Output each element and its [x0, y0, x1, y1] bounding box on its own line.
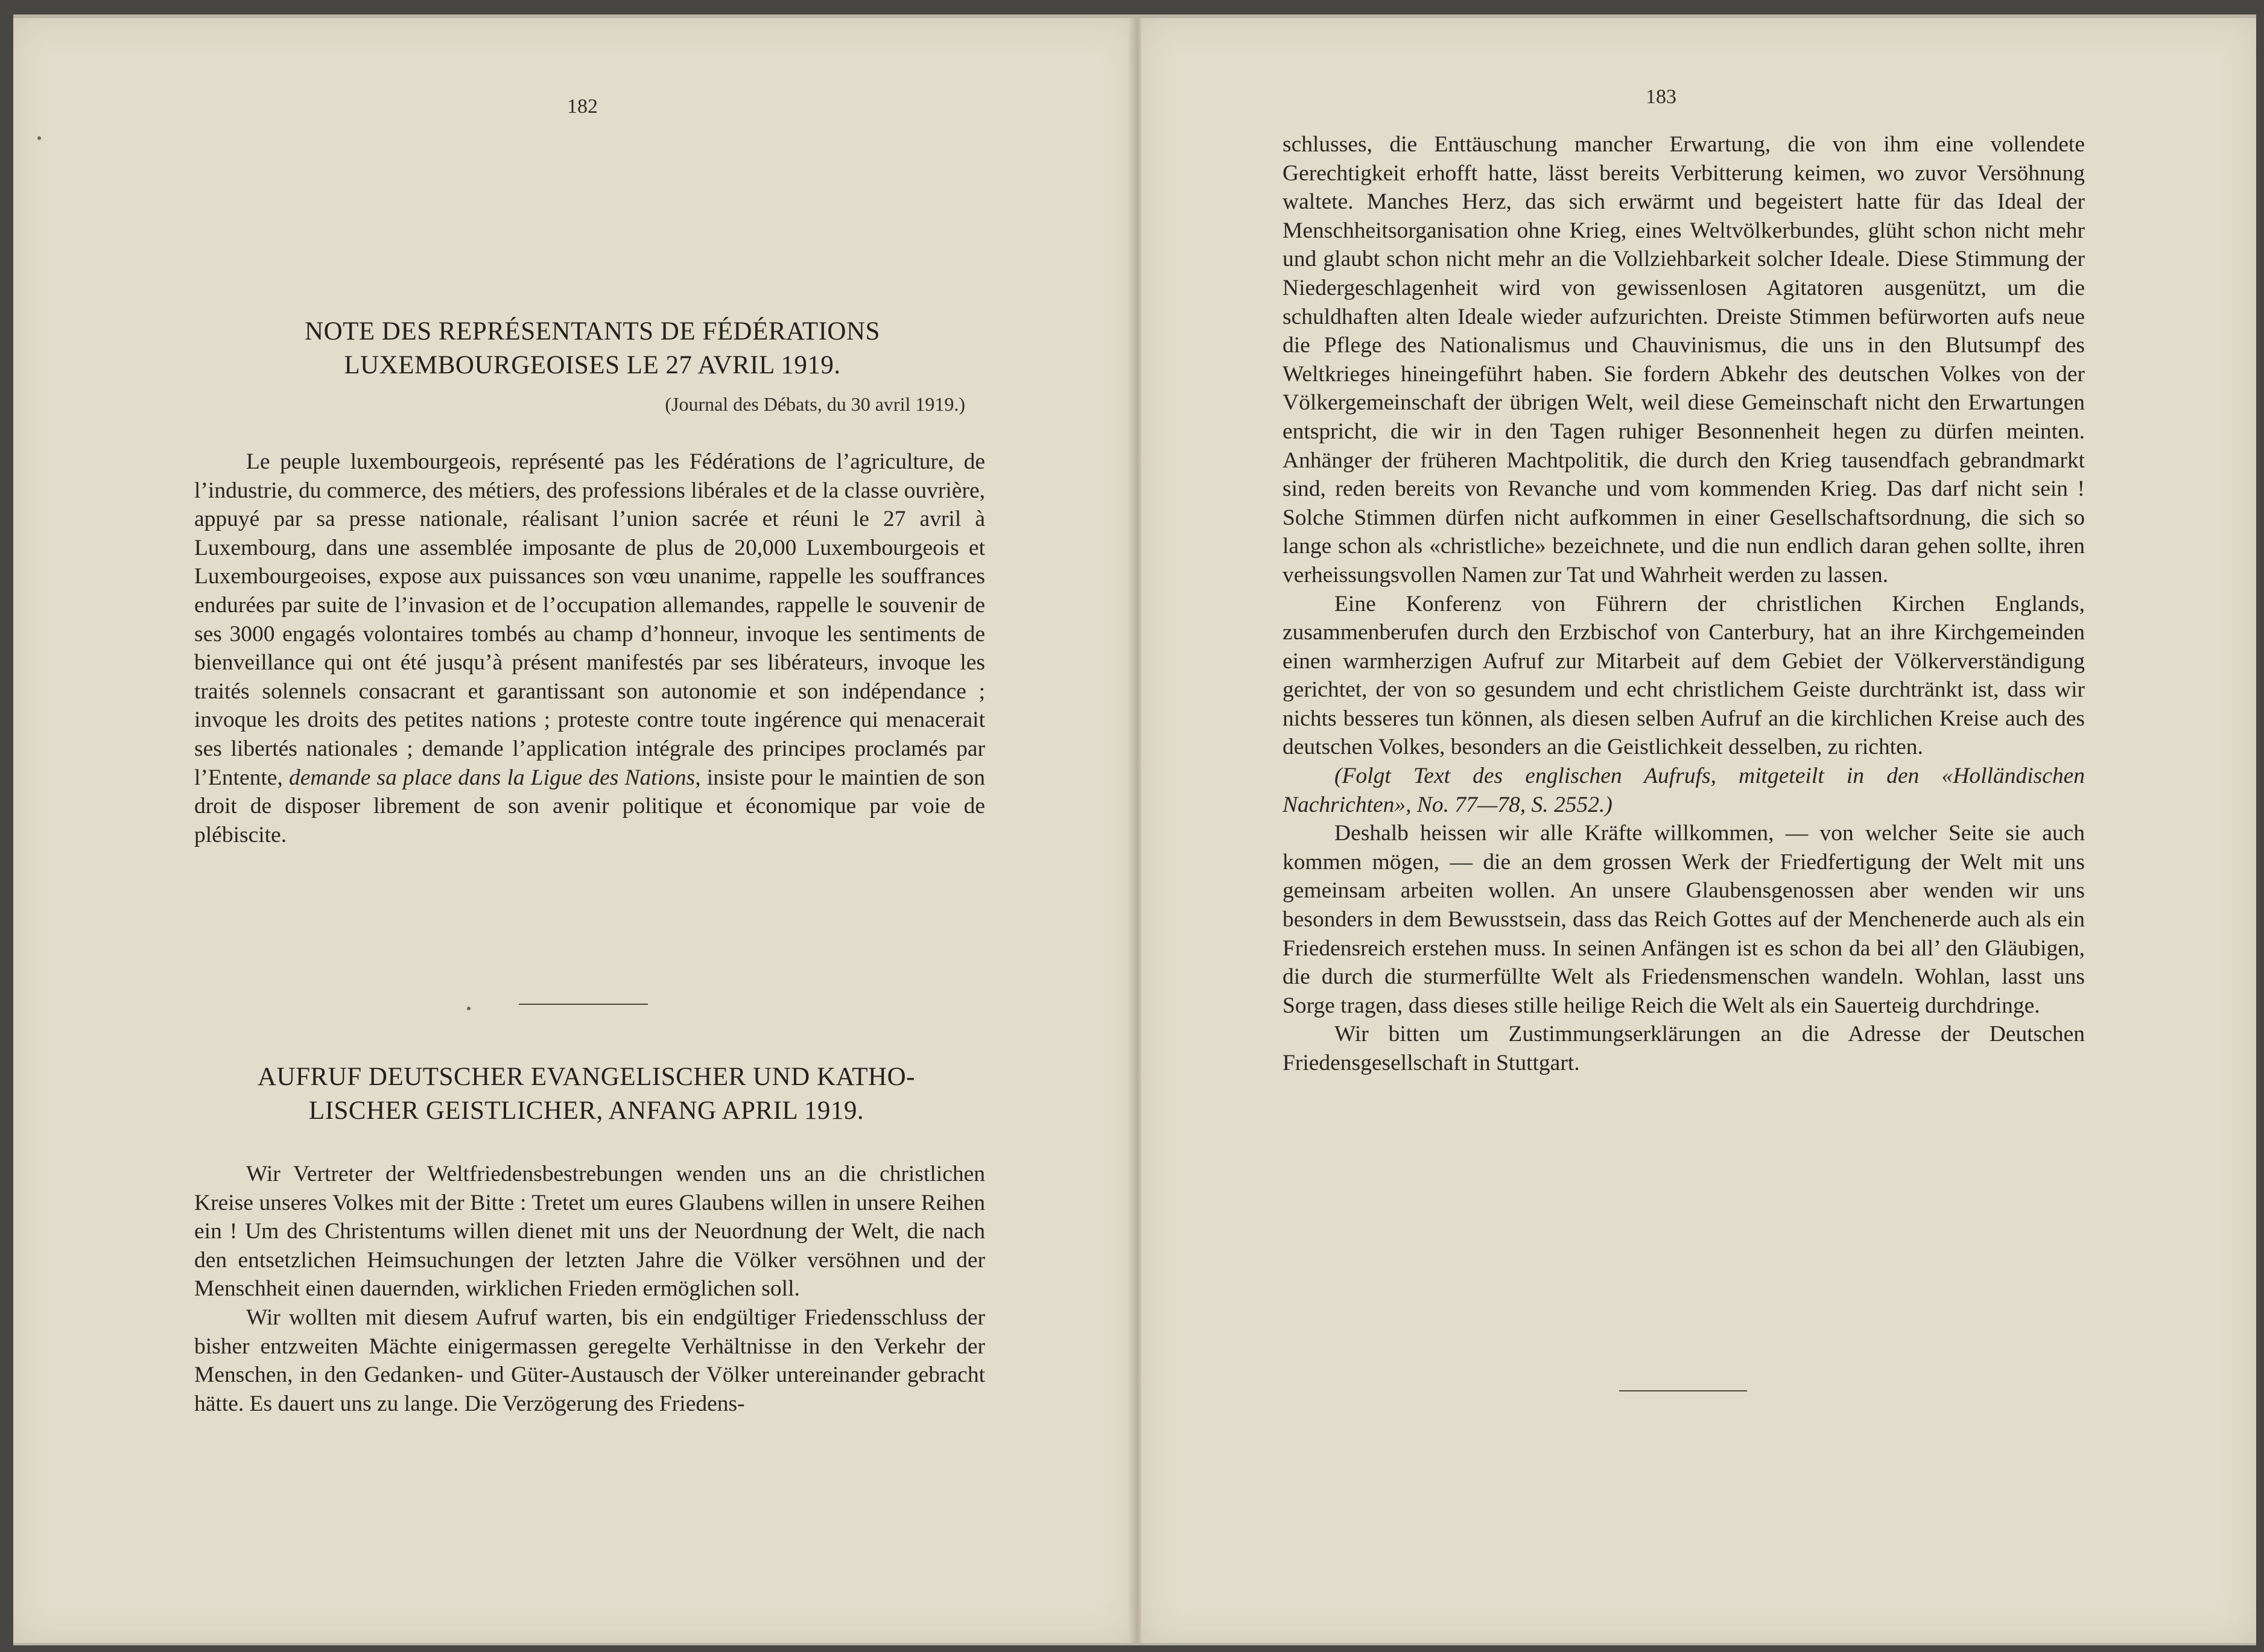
note-text: insiste pour le maintien de son droit de disposer librement de son avenir politique et économique par voie de plébiscite. — [194, 765, 985, 847]
editorial-note: (Folgt Text des englischen Aufrufs, mitgeteilt in den «Holländischen Nachrichten», No. 77—78, S. 2552.) — [1283, 764, 2085, 817]
section-title-note — [164, 315, 1021, 382]
note-text: Le peuple luxembourgeois, représenté pas les Fédérations de l’agriculture, de l’industrie, du commerce, des métiers, des professions libérales et de la classe ouvrière, appuyé par sa presse nationale, réalisant l’union sacrée et réuni le 27 avril à Luxembourg, dans une assemblée imposante de plus de 20,000 Luxembourgeois et Luxembourgeoises, expose aux puissances son vœu unanime, rappelle les souffrances endurées par suite de l’invasion et de l’occupation allemandes, rappelle le souvenir de ses 3000 engagés volontaires tombés au champ d’honneur, invoque les sentiments de bienveillance qui ont été jusqu’à présent manifestés par ses libérateurs, invoque les traités solennels consacrant et garantissant son autonomie et son indépendance ; invoque les droits des petites nations ; proteste contre toute ingérence qui menacerait ses libertés nationales ; demande l’application intégrale des principes proclamés par l’Entente, — [194, 449, 985, 790]
continuation-paragraph: Wir bitten um Zustimmungserklärungen an die Adresse der Deutschen Friedensgesellschaft in Stuttgart. — [1283, 1022, 2085, 1075]
aufruf-paragraph: Wir wollten mit diesem Aufruf warten, bis ein endgültiger Friedensschluss der bisher entzweiten Mächte einigermassen geregelte Verhältnisse in den Verkehr der Menschen, in den Gedanken- und Güter-Austausch der Völker untereinander gebracht hätte. Es dauert uns zu lange. Die Verzögerung des Friedens- — [194, 1305, 985, 1416]
right-page — [1141, 18, 2256, 1643]
continuation-paragraph: schlusses, die Enttäuschung mancher Erwartung, die von ihm eine vollendete Gerechtigkeit erhofft hatte, lässt bereits Verbitterung keimen, wo zuvor Versöhnung waltete. Manches Herz, das sich erwärmt und begeistert hatte für das Ideal der Menschheitsorganisation ohne Krieg, eines Weltvölkerbundes, glüht schon nicht mehr und glaubt schon nicht mehr an die Vollziehbarkeit solcher Ideale. Diese Stimmung der Niedergeschlagenheit wird von gewissenlosen Agitatoren ausgenützt, um die schuldhaften alten Ideale wieder aufzurichten. Dreiste Stimmen befürworten aufs neue die Pflege des Nationalismus und Chauvinismus, die uns in den Blutsumpf des Weltkrieges hineingeführt haben. Sie fordern Abkehr des deutschen Volkes von der Völkergemeinschaft der übrigen Welt, weil diese Gemeinschaft nicht den Erwartungen entspricht, die wir in den Tagen ruhiger Besonnenheit hegen zu dürfen meinten. Anhänger der früheren Machtpolitik, die durch den Krieg tausendfach gebrandmarkt sind, reden bereits von Revanche und vom kommenden Krieg. Das darf nicht sein ! Solche Stimmen dürfen nicht aufkommen in einer Gesellschaftsordnung, die sich so lange schon als «christliche» bezeichnete, und die nun endlich daran gehen sollte, ihren verheissungsvollen Namen zur Tat und Wahrheit werden zu lassen. — [1283, 132, 2085, 587]
section-title-line: NOTE DES REPRÉSENTANTS DE FÉDÉRATIONS — [305, 317, 880, 346]
section-title-aufruf — [188, 1060, 985, 1128]
paper-speck — [37, 136, 41, 140]
end-divider — [1619, 1390, 1747, 1391]
note-body — [194, 448, 985, 849]
source-citation: (Journal des Débats, du 30 avril 1919.) — [665, 393, 965, 415]
aufruf-paragraph: Wir Vertreter der Weltfriedensbestrebungen wenden uns an die christlichen Kreise unseres Volkes mit der Bitte : Tretet um eures Glaubens willen in unsere Reihen ein ! Um des Christentums willen dienet mit uns der Neuordnung der Welt, die nach den entsetzlichen Heimsuchungen der letzten Jahre die Völker versöhnen und der Menschheit einen dauernden, wirklichen Frieden ermöglichen soll. — [194, 1162, 985, 1302]
page-number-left: 182 — [567, 95, 598, 118]
note-paragraph — [194, 448, 985, 849]
section-divider — [519, 1004, 648, 1005]
continuation-paragraph: Deshalb heissen wir alle Kräfte willkommen, — von welcher Seite sie auch kommen mögen, — die an dem grossen Werk der Friedfertigung der Welt mit uns gemeinsam arbeiten wollen. An unsere Glaubensgenossen aber wenden wir uns besonders in dem Bewusstsein, dass das Reich Gottes auf der Menchenerde auch als ein Friedensreich erstehen muss. In seinen Anfängen ist es schon da bei all’ den Gläubigen, die durch die sturmerfüllte Welt als Friedensmenschen wandeln. Wohlan, lasst uns Sorge tragen, dass dieses stille heilige Reich die Welt als ein Sauerteig durchdringe. — [1283, 821, 2085, 1018]
aufruf-body — [194, 1160, 985, 1418]
section-title-line: LUXEMBOURGEOISES LE 27 AVRIL 1919. — [344, 351, 841, 379]
continuation-paragraph: Eine Konferenz von Führern der christlichen Kirchen Englands, zusammenberufen durch den Erzbischof von Canterbury, hat an ihre Kirchgemeinden einen warmherzigen Aufruf zur Mitarbeit auf dem Gebiet der Völkerverständigung gerichtet, der von so gesundem und echt christlichem Geiste durchtränkt ist, dass wir nichts besseres tun können, als diesen selben Aufruf an die kirchlichen Kreise auch des deutschen Volkes, besonders an die Geistlichkeit desselben, zu richten. — [1283, 591, 2085, 760]
paper-speck — [467, 1007, 471, 1010]
left-page — [13, 18, 1137, 1643]
aufruf-continuation — [1283, 130, 2085, 1078]
section-title-line: LISCHER GEISTLICHER, ANFANG APRIL 1919. — [308, 1097, 864, 1125]
section-title-line: AUFRUF DEUTSCHER EVANGELISCHER UND KATHO- — [258, 1063, 915, 1091]
note-text-italic: demande sa place dans la Ligue des Nations, — [289, 765, 701, 790]
page-number-right: 183 — [1646, 86, 1676, 108]
